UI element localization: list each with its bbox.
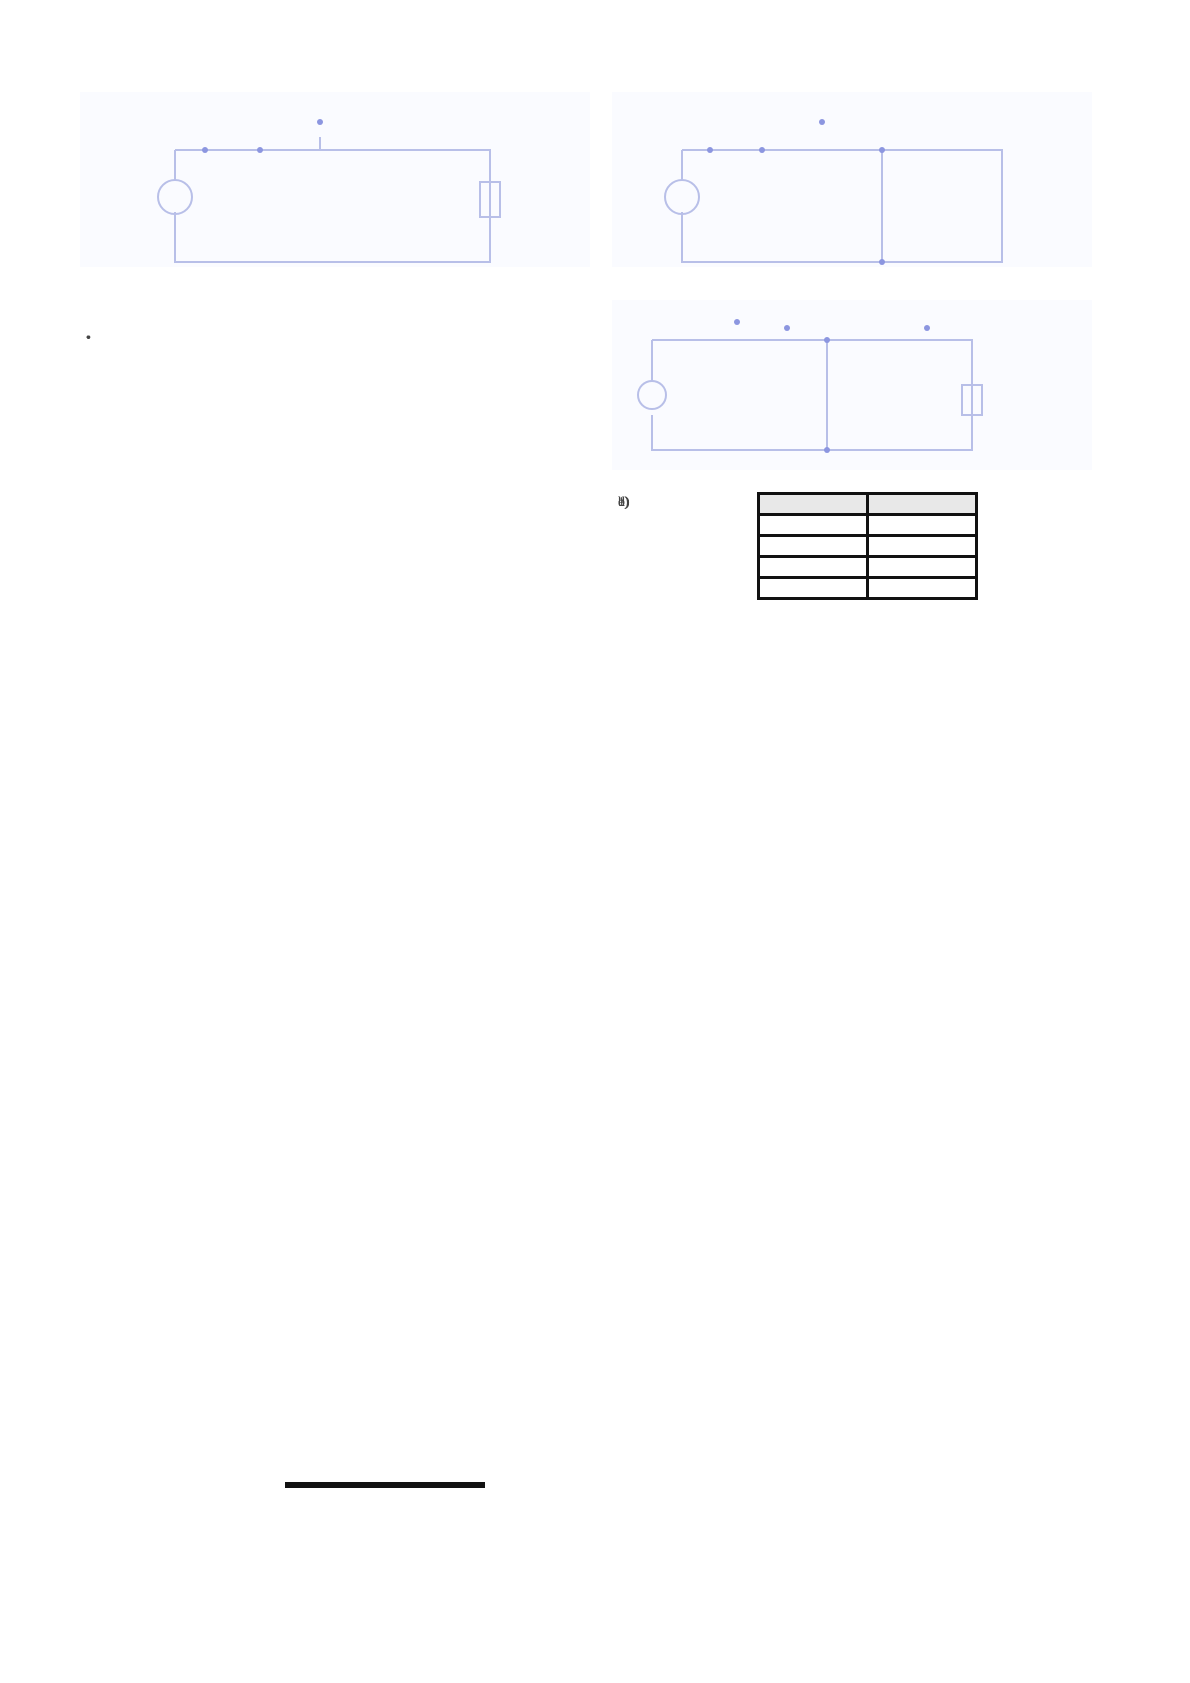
running-header xyxy=(80,50,1120,70)
table-cell xyxy=(758,578,867,599)
left-column xyxy=(80,92,590,328)
table-row xyxy=(758,536,976,557)
table-row xyxy=(758,578,976,599)
table-cell xyxy=(758,557,867,578)
right-column xyxy=(612,92,1122,622)
table-cell xyxy=(867,536,976,557)
circuit-diagram-right-top xyxy=(612,92,1092,267)
figure-right-circuit-top xyxy=(612,92,1122,272)
table-row xyxy=(758,515,976,536)
table-row xyxy=(758,557,976,578)
circuit-diagram-left xyxy=(80,92,590,267)
figure-left-circuit xyxy=(80,92,590,272)
table-header-cell xyxy=(867,494,976,515)
table-header-cell xyxy=(758,494,867,515)
table-cell xyxy=(758,515,867,536)
equation-block xyxy=(230,1470,590,1510)
figure-right-circuit-mid xyxy=(612,300,1122,470)
equation-fraction-bar xyxy=(285,1482,485,1488)
table-header-row xyxy=(758,494,976,515)
circuit-diagram-right-mid xyxy=(612,300,1092,470)
table-cell xyxy=(867,578,976,599)
table-cell xyxy=(867,557,976,578)
table-cell xyxy=(867,515,976,536)
table-cell xyxy=(758,536,867,557)
results-table xyxy=(757,492,978,600)
